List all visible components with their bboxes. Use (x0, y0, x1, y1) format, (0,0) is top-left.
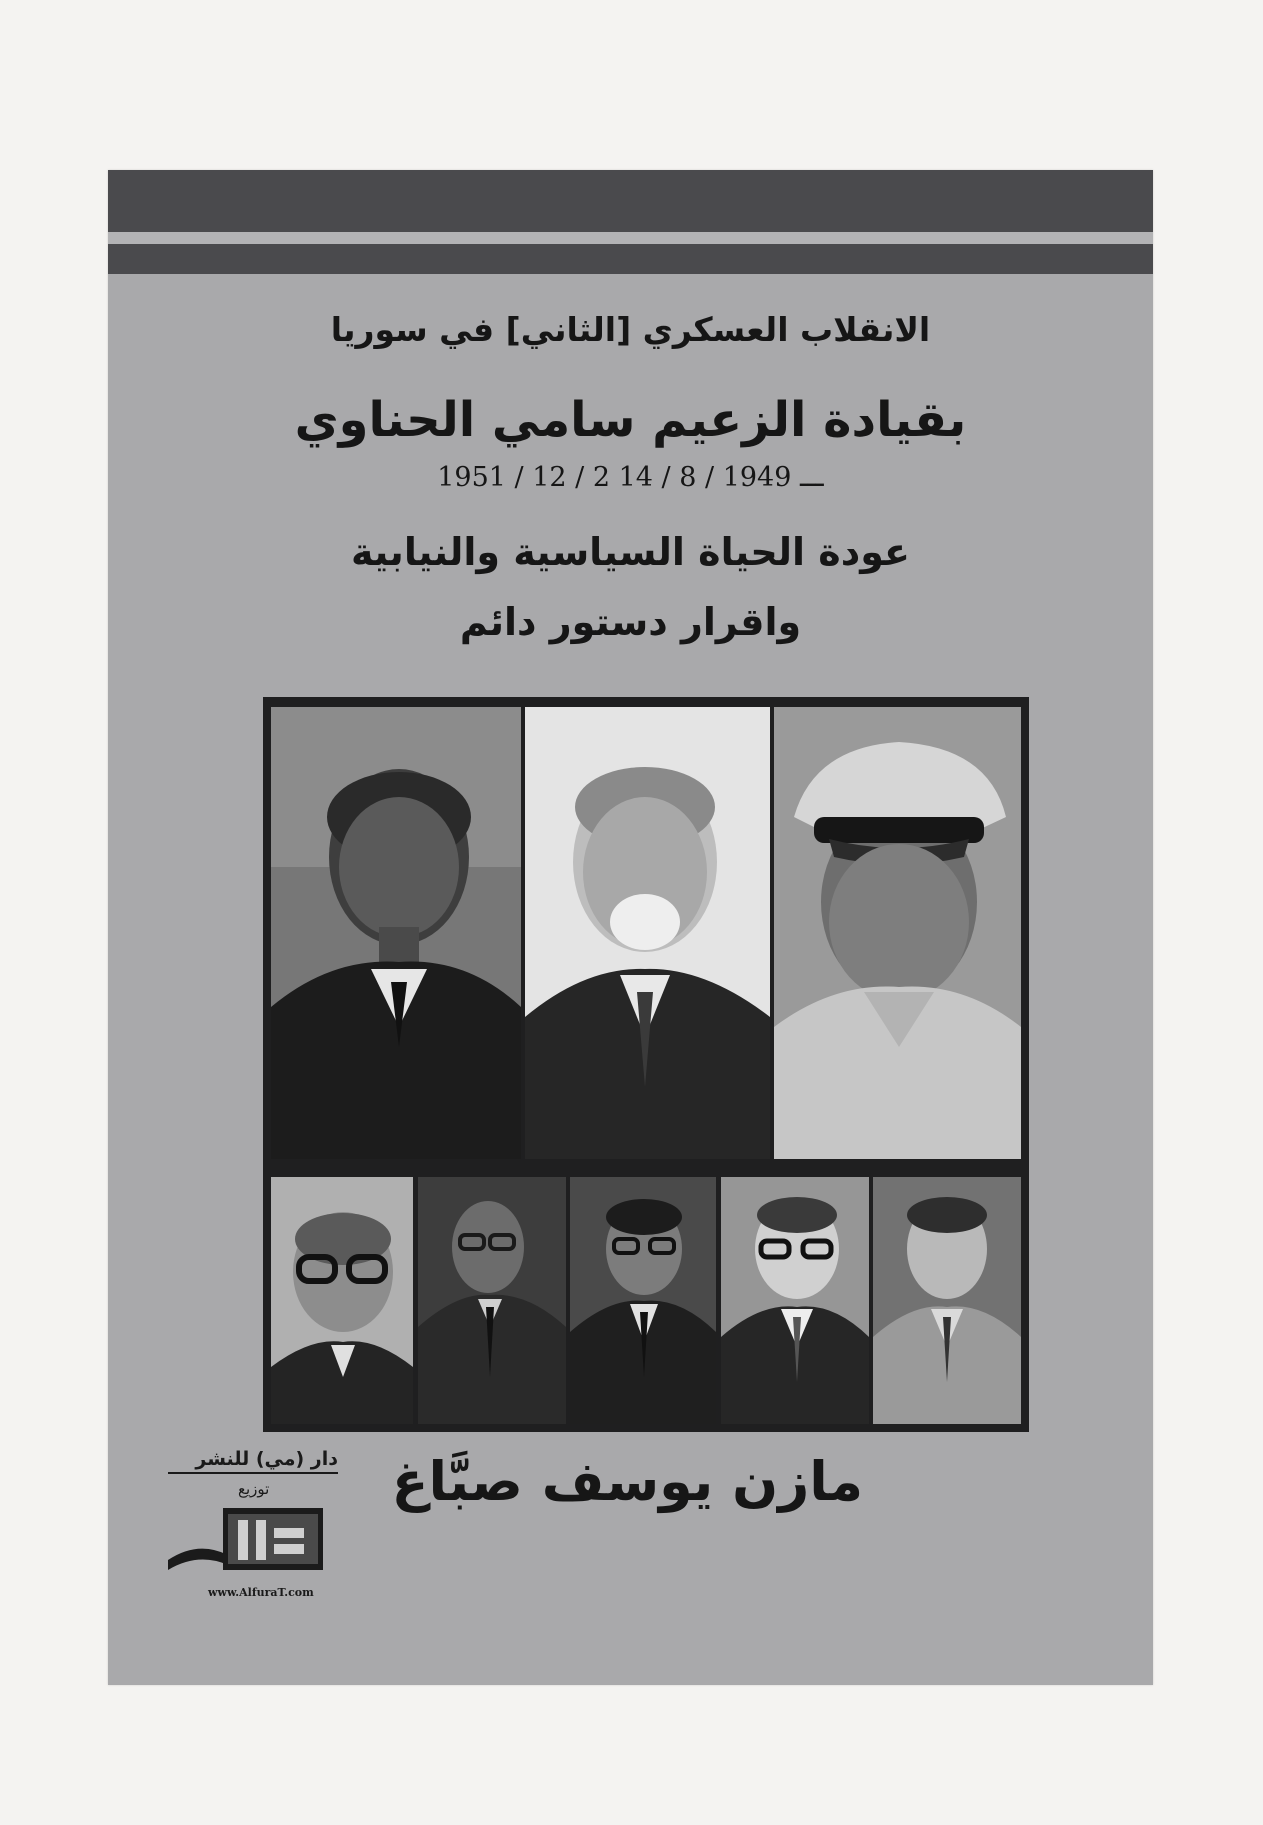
distribution-label: توزيع (238, 1480, 270, 1498)
portrait-photo-large-1 (271, 707, 521, 1159)
author-name: مازن يوسف صبَّاغ (391, 1450, 863, 1513)
portrait-photo-large-3 (774, 707, 1021, 1159)
cover-subtitle-line2: واقرار دستور دائم (459, 600, 802, 644)
portrait-photo-small-3 (570, 1177, 716, 1424)
portrait-photo-small-1 (271, 1177, 413, 1424)
cover-title: بقيادة الزعيم سامي الحناوي (294, 392, 967, 448)
portrait-photo-small-2 (418, 1177, 566, 1424)
publisher-logo (168, 1500, 338, 1586)
top-dark-band (108, 170, 1153, 232)
publisher-url: www.AlfuraT.com (208, 1586, 314, 1599)
cover-dates: 1951 / 12 / 2 ـــ 1949 / 8 / 14 (437, 462, 824, 493)
portrait-photo-small-5 (873, 1177, 1021, 1424)
portrait-photo-large-2 (525, 707, 770, 1159)
top-light-stripe (108, 232, 1153, 244)
publisher-block (168, 1448, 338, 1608)
portrait-collage (263, 697, 1029, 1432)
publisher-name: دار (مي) للنشر (168, 1448, 338, 1474)
second-dark-band (108, 244, 1153, 274)
cover-subtitle-line1: عودة الحياة السياسية والنيابية (351, 530, 910, 574)
portrait-photo-small-4 (721, 1177, 869, 1424)
cover-kicker: الانقلاب العسكري [الثاني] في سوريا (330, 310, 931, 349)
book-cover (108, 170, 1153, 1685)
